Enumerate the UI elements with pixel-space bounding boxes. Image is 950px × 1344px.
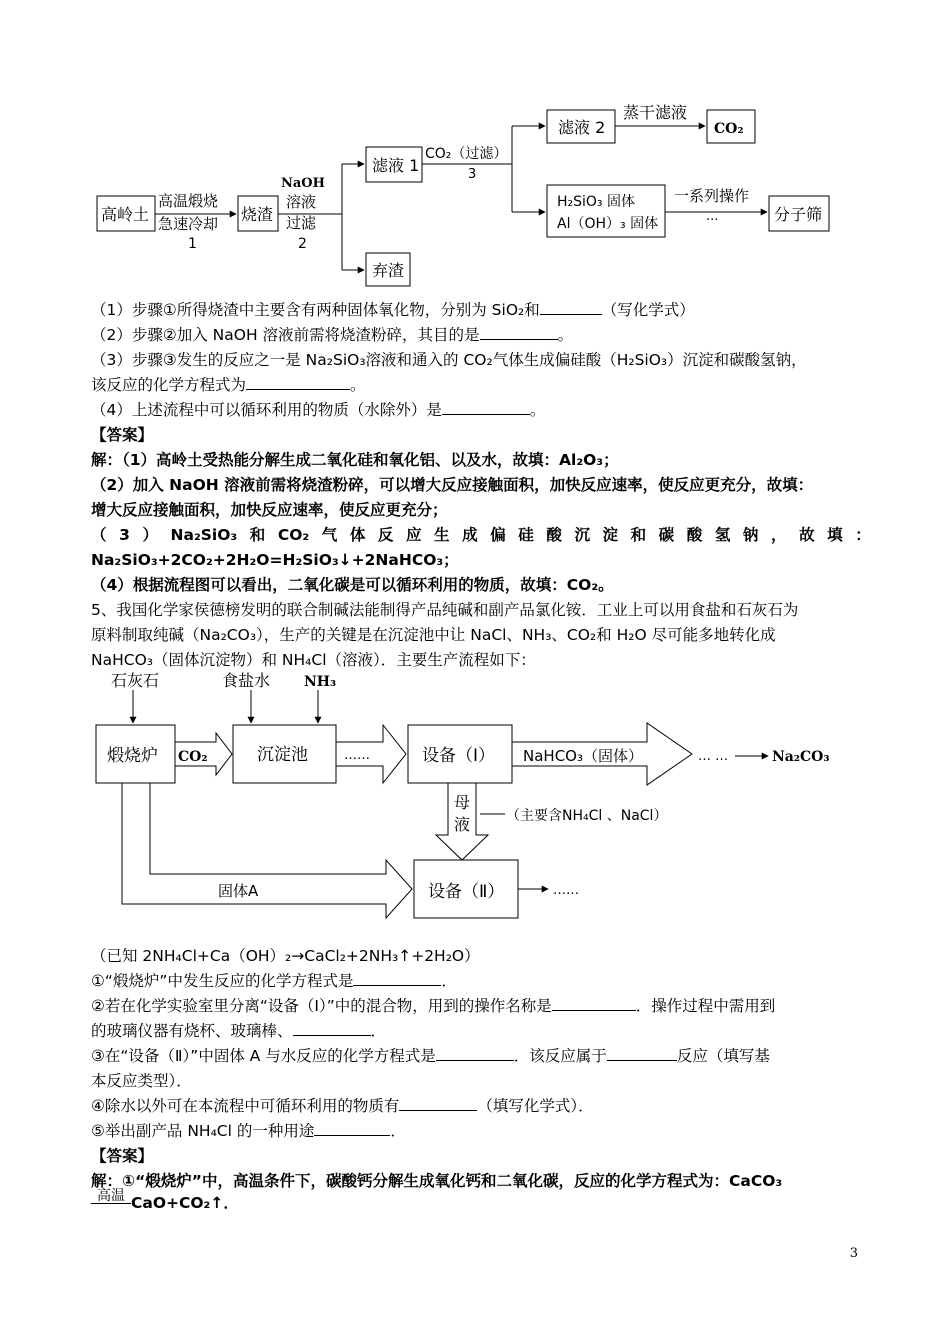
label-co2-flow: CO₂ [178,749,208,765]
label-solid-a: 固体A [218,882,259,900]
label-step2-filter: 过滤 [286,214,317,232]
q4-part3-line2 [91,375,871,395]
a3-word: 故 [799,526,815,544]
label-step2-naoh: NaOH [281,176,325,191]
label-furnace: 煅烧炉 [107,746,158,766]
q4-answer-3-line1 [91,525,871,545]
label-mother2: 液 [454,815,471,834]
a3-word: 体 [349,526,366,544]
q4-answer-label: 【答案】 [91,426,154,444]
q4-part3-line1: （3）步骤③发生的反应之一是 Na₂SiO₃溶液和通入的 CO₂气体生成偏硅酸（H₂SiO₃）沉淀和碳酸氢钠， [91,351,807,369]
label-operations-dots: ··· [706,213,719,228]
q5-sub4 [91,1096,871,1116]
label-na2co3: Na₂CO₃ [772,749,830,765]
a3-word: 酸 [546,526,562,544]
a3-word: ， [770,526,787,544]
q5-sub3-line1 [91,1046,871,1066]
q4-part2-text: （2）步骤②加入 NaOH 溶液前需将烧渣粉碎，其目的是 [91,326,480,344]
q5-sub2-line2 [91,1021,871,1041]
q5-intro-line2: 原料制取纯碱（Na₂CO₃），生产的关键是在沉淀池中让 NaCl、NH₃、CO₂和 H₂O 尽可能多地转化成 [91,626,776,644]
q4-part3-tail: 。 [350,376,366,394]
label-step1-line1: 高温煅烧 [158,192,219,210]
q5-sub5-tail: ． [390,1122,406,1140]
q5-sub5-blank [314,1121,390,1136]
q4-answer-2-line2: 增大反应接触面积，加快反应速率，使反应更充分； [91,501,448,519]
q5-intro-line3: NaHCO₃（固体沉淀物）和 NH₄Cl（溶液）．主要生产流程如下： [91,651,536,669]
q4-part1-tail: （写化学式） [601,301,695,319]
q4-part2-tail: 。 [557,326,574,344]
q5-sub2-blank [552,996,636,1011]
a3-word: 沉 [574,526,590,544]
label-tank: 沉淀池 [257,745,308,765]
big-arrow-solid-a [122,783,412,918]
a3-word: 应 [405,526,422,544]
label-co2: CO₂ [714,121,744,137]
q5-sub1-blank [353,971,441,986]
q5-sub4-blank [399,1096,477,1111]
q5-sub5 [91,1121,871,1141]
q5-sub3-blank2 [607,1046,677,1061]
label-h2sio3-solid: H₂SiO₃ 固体 [557,194,635,210]
q5-sub2-line2-blank [293,1021,371,1036]
a3-word: CO₂ [277,526,310,544]
label-filtrate2: 滤液 2 [558,118,606,137]
q5-sub4-tail: （填写化学式）． [477,1097,594,1115]
a3-word: 酸 [686,526,703,544]
flow-diagram-kaolin [0,0,950,300]
label-mother1: 母 [454,793,471,812]
q5-sub1 [91,971,871,991]
q5-sub3-blank1 [436,1046,514,1061]
label-sieve: 分子筛 [774,205,823,224]
q5-sub2-line2-tail: ． [370,1022,387,1040]
a3-word: 生 [434,526,450,544]
q5-answer-1-line1: 解：①“煅烧炉”中，高温条件下，碳酸钙分解生成氧化钙和二氧化碳，反应的化学方程式为：CaCO₃ [91,1172,783,1190]
label-dots1: …… [344,748,370,763]
label-mother-note: （主要含NH₄Cl 、NaCl） [506,808,668,824]
q5-sub1-tail: ． [441,972,457,990]
a3-word: 3 [119,526,130,544]
label-step2-solution: 溶液 [286,193,317,211]
label-step3-num: 3 [468,167,477,182]
q4-part3-blank [246,375,350,390]
label-slag: 烧渣 [241,205,274,224]
q4-part1-text: （1）步骤①所得烧渣中主要含有两种固体氧化物，分别为 SiO₂和 [91,301,540,319]
q4-part4-tail: 。 [529,401,546,419]
q5-sub3-line2: 本反应类型）． [91,1072,192,1090]
q4-answer-2-line1: （2）加入 NaOH 溶液前需将烧渣粉碎，可以增大反应接触面积，加快反应速率，使反应更充分，故填： [91,476,814,494]
q4-part4-text: （4）上述流程中可以循环利用的物质（水除外）是 [91,401,442,419]
label-filtrate1: 滤液 1 [372,156,420,175]
label-step1-num: 1 [188,236,197,252]
q5-sub5-text: ⑤举出副产品 NH₄Cl 的一种用途 [91,1122,315,1140]
q5-answer-1-products: CaO+CO₂↑． [131,1194,239,1212]
q5-sub2-tail: ．操作过程中需用到 [635,997,776,1015]
a3-word: （ [91,526,107,544]
a3-word: 偏 [490,526,506,544]
a3-word: 和 [249,526,266,544]
label-dots2: … … [698,749,729,764]
a3-word: 氢 [714,526,731,544]
label-nahco3: NaHCO₃（固体） [523,747,643,765]
label-device2: 设备（Ⅱ） [428,882,505,902]
q5-sub3-mid: ．该反应属于 [513,1047,607,1065]
q5-intro-line1: 5、我国化学家侯德榜发明的联合制碱法能制得产品纯碱和副产品氯化铵．工业上可以用食盐和石灰石为 [91,601,799,619]
label-waste: 弃渣 [372,261,405,280]
label-dots3: …… [553,883,579,898]
q4-part4-blank [442,400,530,415]
a3-word: 反 [377,526,394,544]
q5-answer-1-line2 [91,1188,871,1213]
a3-word: 气 [321,526,338,544]
label-step1-line2: 急速冷却 [158,215,219,233]
label-kaolin: 高岭土 [101,205,150,224]
q4-part1 [91,300,871,320]
label-step2-num: 2 [298,236,307,252]
q4-part3-text: 该反应的化学方程式为 [91,376,247,394]
label-aloh3-solid: Al（OH）₃ 固体 [557,216,659,232]
q4-answer-3-line2: Na₂SiO₃+2CO₂+2H₂O=H₂SiO₃↓+2NaHCO₃； [91,551,459,569]
q5-answer-label: 【答案】 [91,1147,154,1165]
page-number: 3 [849,1246,858,1261]
q5-sub1-text: ①“煅烧炉”中发生反应的化学方程式是 [91,972,354,990]
q4-answer-1: 解：（1）高岭土受热能分解生成二氧化硅和氧化铝、以及水，故填：Al₂O₃； [91,451,619,469]
reaction-condition: 高温 [91,1189,131,1204]
q5-sub2-line1 [91,996,871,1016]
a3-word: 碳 [658,526,675,544]
label-device1: 设备（Ⅰ） [422,746,496,766]
flow-diagram-soda [0,670,950,930]
a3-word: ） [142,526,158,544]
label-nh3: NH₃ [304,674,337,690]
a3-word: 和 [630,526,647,544]
q4-part1-blank [540,300,602,315]
q5-sub3-text: ③在“设备（Ⅱ）”中固体 A 与水反应的化学方程式是 [91,1047,436,1065]
label-step3: CO₂（过滤） [425,146,508,162]
a3-word: 淀 [602,526,619,544]
q5-sub2-text: ②若在化学实验室里分离“设备（I）”中的混合物，用到的操作名称是 [91,997,552,1015]
q5-sub4-text: ④除水以外可在本流程中可循环利用的物质有 [91,1097,400,1115]
a3-word: 硅 [518,526,534,544]
q4-answer-4: （4）根据流程图可以看出，二氧化碳是可以循环利用的物质，故填：CO₂。 [91,576,614,594]
label-limestone: 石灰石 [111,671,160,690]
q4-part4 [91,400,871,420]
q5-sub2-line2-text: 的玻璃仪器有烧杯、玻璃棒、 [91,1022,293,1040]
label-evaporate: 蒸干滤液 [623,103,688,122]
q4-part2 [91,325,871,345]
a3-word: Na₂SiO₃ [170,526,238,544]
a3-word: ： [855,526,871,544]
label-brine: 食盐水 [222,671,271,690]
a3-word: 成 [462,526,478,544]
q4-part2-blank [480,325,558,340]
a3-word: 填 [827,526,843,544]
q5-sub3-tail: 反应（填写基 [676,1047,770,1065]
a3-word: 钠 [742,526,759,544]
label-operations: 一系列操作 [674,187,750,205]
q5-known: （已知 2NH₄Cl+Ca（OH）₂→CaCl₂+2NH₃↑+2H₂O） [91,947,480,965]
